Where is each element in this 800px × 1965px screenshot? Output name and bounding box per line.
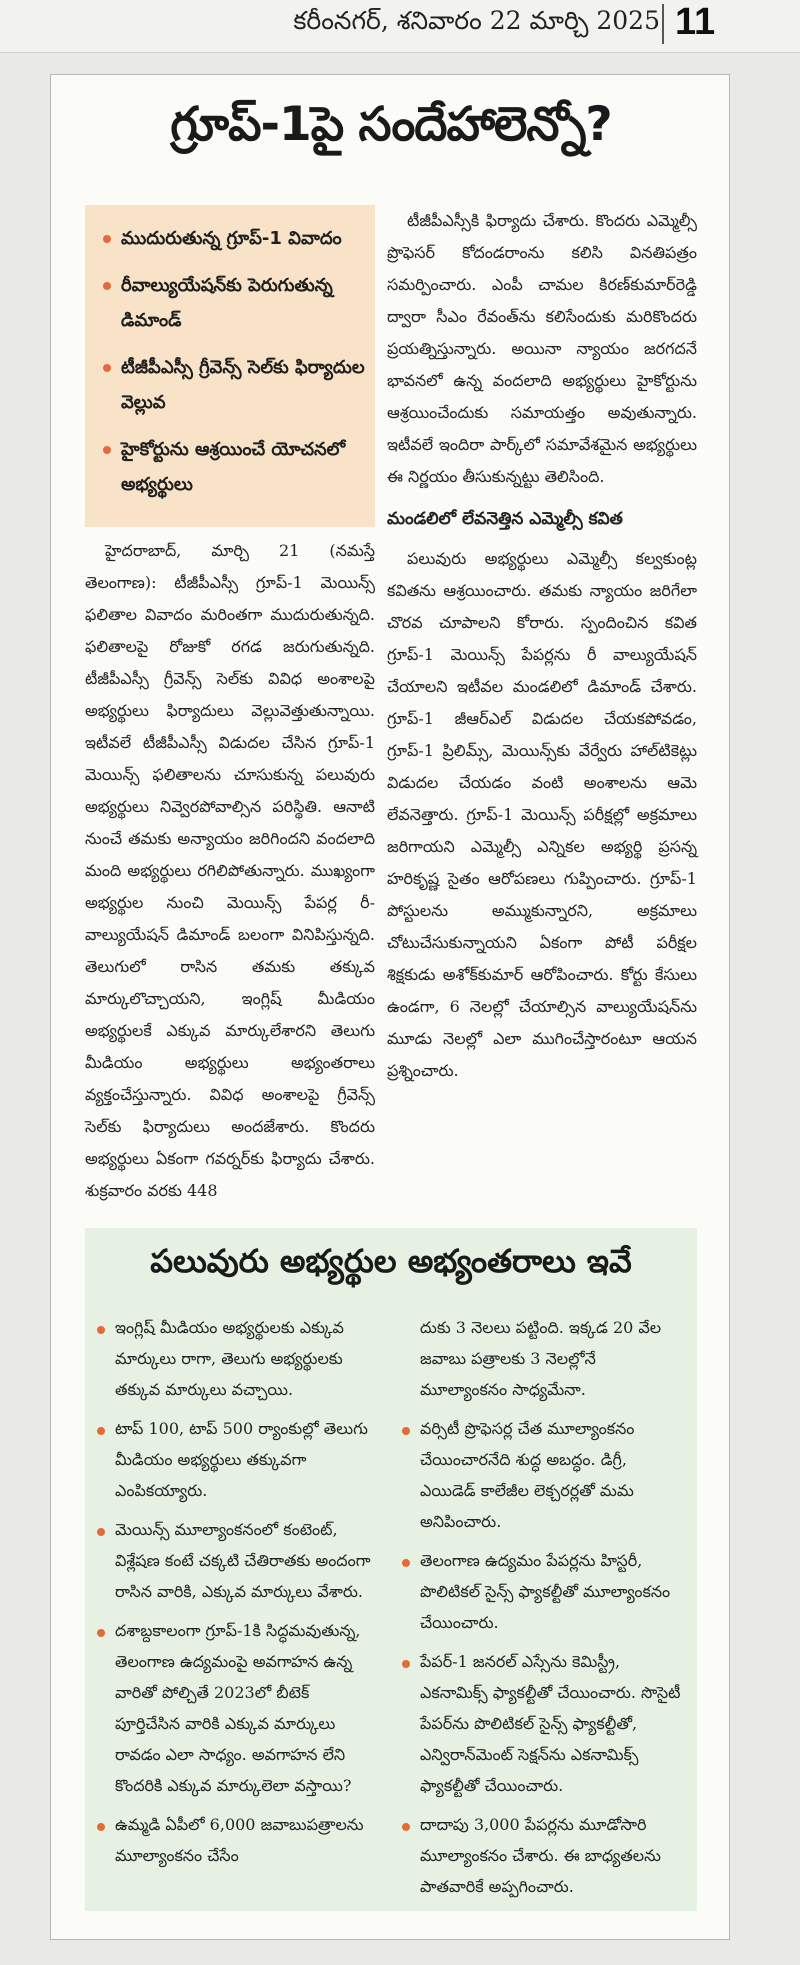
objection-item: ఉమ్మడి ఏపీలో 6,000 జవాబుపత్రాలను మూల్యాంకనం చేసేం bbox=[95, 1809, 378, 1871]
page-number: 11 bbox=[675, 1, 716, 43]
news-clipping bbox=[50, 74, 730, 1940]
article-column-right bbox=[387, 205, 697, 1087]
objection-item-continuation: దుకు 3 నెలలు పట్టింది. ఇక్కడ 20 వేల జవాబు పత్రాలకు 3 నెలల్లోనే మూల్యాంకనం సాధ్యమేనా. bbox=[420, 1318, 662, 1399]
article-body-paragraph: టీజీపీఎస్సీకి ఫిర్యాదు చేశారు. కొందరు ఎమ్మెల్సీ ప్రొఫెసర్ కోదండరాంను కలిసి వినతిపత్రం సమర్పించారు. ఎంపీ చామల కిరణ్‌కుమార్‌రెడ్డి ద్వారా సీఎం రేవంత్‌ను కలిసేందుకు మరికొందరు ప్రయత్నిస్తున్నారు. అయినా న్యాయం జరగదనే భావనలో ఉన్న వందలాది అభ్యర్థులు హైకోర్టును ఆశ్రయించేందుకు సమాయత్తం అవుతున్నారు. ఇటీవలే ఇందిరా పార్క్‌లో సమావేశమైన అభ్యర్థులు ఈ నిర్ణయం తీసుకున్నట్టు తెలిసింది. bbox=[387, 211, 697, 486]
objection-item: దశాబ్దకాలంగా గ్రూప్‌-1కి సిద్ధమవుతున్న, తెలంగాణ ఉద్యమంపై అవగాహన ఉన్న వారితో పోల్చితే 2023లో బీటెక్ పూర్తిచేసిన వారికి ఎక్కువ మార్కులు రావడం ఎలా సాధ్యం. అవగాహన లేని కొందరికి ఎక్కువ మార్కులెలా వస్తాయి? bbox=[95, 1615, 378, 1801]
highlight-item: రీవాల్యుయేషన్‌కు పెరుగుతున్న డిమాండ్ bbox=[101, 268, 365, 338]
article-body-paragraph: పలువురు అభ్యర్థులు ఎమ్మెల్సీ కల్వకుంట్ల కవితను ఆశ్రయించారు. తమకు న్యాయం జరిగేలా చొరవ చూపాలని కోరారు. స్పందించిన కవిత గ్రూప్‌-1 మెయిన్స్ పేపర్లను రీ వాల్యుయేషన్ చేయాలని ఇటీవల మండలిలో డిమాండ్ చేశారు. గ్రూప్‌-1 జీఆర్‌ఎల్ విడుదల చేయకపోవడం, గ్రూప్‌-1 ప్రిలిమ్స్, మెయిన్స్‌కు వేర్వేరు హాల్‌టికెట్లు విడుదల చేయడం వంటి అంశాలను ఆమె లేవనెత్తారు. గ్రూప్‌-1 మెయిన్స్ పరీక్షల్లో అక్రమాలు జరిగాయని ఎమ్మెల్సీ ఎన్నికల అభ్యర్థి ప్రసన్న హరికృష్ణ సైతం ఆరోపణలు గుప్పించారు. గ్రూప్‌-1 పోస్టులను అమ్ముకున్నారని, అక్రమాలు చోటుచేసుకున్నాయని ఏకంగా పోటీ పరీక్షల శిక్షకుడు అశోక్‌కుమార్ ఆరోపించారు. కోర్టు కేసులు ఉండగా, 6 నెలల్లో చేయాల్సిన వాల్యుయేషన్‌ను మూడు నెలల్లో ఎలా ముగించేస్తారంటూ ఆయన ప్రశ్నించారు. bbox=[387, 549, 697, 1080]
masthead-bar bbox=[0, 0, 800, 53]
article-subheading: మండలిలో లేవనెత్తిన ఎమ్మెల్సీ కవిత bbox=[387, 509, 623, 529]
objection-item: వర్సిటీ ప్రొఫెసర్ల చేత మూల్యాంకనం చేయించారనేది శుద్ధ అబద్ధం. డిగ్రీ, ఎయిడెడ్ కాలేజీల లెక్చరర్లతో మమ అనిపించారు. bbox=[400, 1413, 685, 1537]
masthead-divider bbox=[662, 4, 664, 44]
objection-item: టాప్ 100, టాప్ 500 ర్యాంకుల్లో తెలుగు మీడియం అభ్యర్థులు తక్కువగా ఎంపికయ్యారు. bbox=[95, 1413, 378, 1506]
highlight-item: టీజీపీఎస్సీ గ్రీవెన్స్ సెల్‌కు ఫిర్యాదుల వెల్లువ bbox=[101, 350, 365, 420]
article-headline: గ్రూప్‌-1పై సందేహాలెన్నో? bbox=[170, 97, 612, 152]
objection-item: తెలంగాణ ఉద్యమం పేపర్లను హిస్టరీ, పొలిటికల్ సైన్స్ ఫ్యాకల్టీతో మూల్యాంకనం చేయించారు. bbox=[400, 1545, 685, 1638]
objection-item: ఇంగ్లిష్ మీడియం అభ్యర్థులకు ఎక్కువ మార్కులు రాగా, తెలుగు అభ్యర్థులకు తక్కువ మార్కులు వచ్చాయి. bbox=[95, 1312, 378, 1405]
article-body-paragraph: హైదరాబాద్, మార్చి 21 (నమస్తే తెలంగాణ): టీజీపీఎస్సీ గ్రూప్‌-1 మెయిన్స్ ఫలితాల వివాదం మరింతగా ముదురుతున్నది. ఫలితాలపై రోజుకో రగడ జరుగుతున్నది. టీజీపీఎస్సీ గ్రీవెన్స్ సెల్‌కు వివిధ అంశాలపై అభ్యర్థులు ఫిర్యాదులు వెల్లువెత్తుతున్నాయి. ఇటీవలే టీజీపీఎస్సీ విడుదల చేసిన గ్రూప్‌-1 మెయిన్స్ ఫలితాలను చూసుకున్న పలువురు అభ్యర్థులు నివ్వెరపోవాల్సిన పరిస్థితి. ఆనాటి నుంచే తమకు అన్యాయం జరిగిందని వందలాది మంది అభ్యర్థులు రగిలిపోతున్నారు. ముఖ్యంగా అభ్యర్థుల నుంచి మెయిన్స్ పేపర్ల రీ-వాల్యుయేషన్ డిమాండ్ బలంగా వినిపిస్తున్నది. తెలుగులో రాసిన తమకు తక్కువ మార్కులొచ్చాయని, ఇంగ్లిష్ మీడియం అభ్యర్థులకే ఎక్కువ మార్కులేశారని తెలుగు మీడియం అభ్యర్థులు అభ్యంతరాలు వ్యక్తంచేస్తున్నారు. వివిధ అంశాలపై గ్రీవెన్స్ సెల్‌కు ఫిర్యాదులు అందజేశారు. కొందరు అభ్యర్థులు ఏకంగా గవర్నర్‌కు ఫిర్యాదు చేశారు. శుక్రవారం వరకు 448 bbox=[85, 541, 375, 1200]
highlight-item: హైకోర్టును ఆశ్రయించే యోచనలో అభ్యర్థులు bbox=[101, 432, 365, 502]
objection-item: దాదాపు 3,000 పేపర్లను మూడోసారి మూల్యాంకనం చేశారు. ఈ బాధ్యతలను పాతవారికే అప్పగించారు. bbox=[400, 1809, 685, 1902]
objections-column-right bbox=[400, 1312, 685, 1910]
objection-item: పేపర్‌-1 జనరల్ ఎస్సేను కెమిస్ట్రీ, ఎకనామిక్స్ ఫ్యాకల్టీతో చేయించారు. సొసైటీ పేపర్‌ను పొలిటికల్ సైన్స్ ఫ్యాకల్టీతో, ఎన్విరాన్‌మెంట్ సెక్షన్‌ను ఎకనామిక్స్ ఫ్యాకల్టీతో చేయించారు. bbox=[400, 1646, 685, 1801]
objections-title: పలువురు అభ్యర్థుల అభ్యంతరాలు ఇవే bbox=[150, 1242, 632, 1280]
masthead-city-date: కరీంనగర్, శనివారం 22 మార్చి 2025 bbox=[293, 6, 660, 35]
highlights-box bbox=[85, 205, 375, 527]
highlight-item: ముదురుతున్న గ్రూప్‌-1 వివాదం bbox=[101, 221, 365, 256]
article-column-left bbox=[85, 535, 375, 1207]
objection-item: మెయిన్స్ మూల్యాంకనంలో కంటెంట్, విశ్లేషణ కంటే చక్కటి చేతిరాతకు అందంగా రాసిన వారికి, ఎక్కువ మార్కులు వేశారు. bbox=[95, 1514, 378, 1607]
objections-column-left bbox=[95, 1312, 378, 1879]
objections-box bbox=[85, 1228, 697, 1911]
